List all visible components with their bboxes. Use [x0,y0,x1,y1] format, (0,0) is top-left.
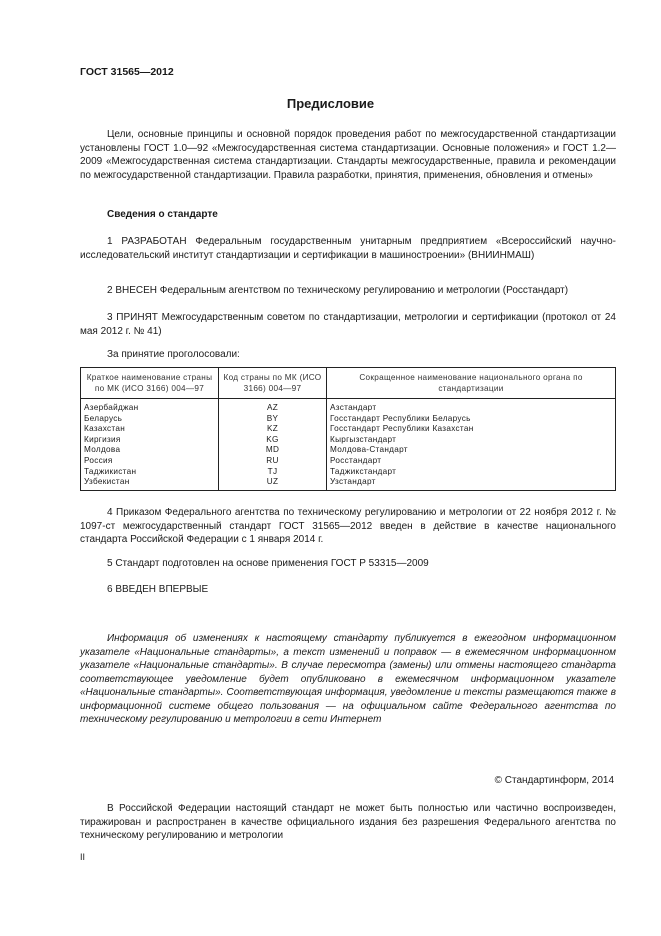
page-title: Предисловие [286,96,375,111]
header-country: Краткое наименование страны по МК (ИСО 3166) 004—97 [81,368,219,399]
country-cell: Таджикистан [81,467,219,478]
table-row [81,414,616,425]
item-3: 3 ПРИНЯТ Межгосударственным советом по стандартизации, метрологии и сертификации (протокол от 24 мая 2012 г. № 41) [80,312,616,337]
item-6: 6 ВВЕДЕН ВПЕРВЫЕ [107,584,209,595]
intro-paragraph: Цели, основные принципы и основной порядок проведения работ по межгосударственной стандартизации установлены ГОСТ 1.0—92 «Межгосударственная система стандартизации. Основные положения» и ГОСТ 1.2—2009 «Межгосударственная система стандартизации. Стандарты межгосударственные, правила и рекомендации по межгосударственной стандартизации. Правила разработки, принятия, применения, обновления и отмены» [80,129,616,181]
table-row [81,435,616,446]
item-1: 1 РАЗРАБОТАН Федеральным государственным унитарным предприятием «Всероссийский научно-исследовательский институт стандартизации и сертификации в машиностроении» (ВНИИНМАШ) [80,236,616,261]
code-cell: KG [219,435,327,446]
table-row [81,399,616,414]
org-cell: Узстандарт [327,477,616,490]
item-2: 2 ВНЕСЕН Федеральным агентством по техническому регулированию и метрологии (Росстандарт) [107,285,569,296]
country-cell: Россия [81,456,219,467]
org-cell: Росстандарт [327,456,616,467]
code-cell: RU [219,456,327,467]
country-cell: Узбекистан [81,477,219,490]
vote-intro: За принятие проголосовали: [107,349,240,360]
table-row [81,445,616,456]
org-cell: Таджикстандарт [327,467,616,478]
code-cell: MD [219,445,327,456]
section-heading: Сведения о стандарте [107,209,218,220]
code-cell: TJ [219,467,327,478]
country-cell: Молдова [81,445,219,456]
table-row [81,424,616,435]
country-cell: Киргизия [81,435,219,446]
vote-table [80,367,616,491]
org-cell: Кыргызстандарт [327,435,616,446]
page-number: II [80,852,86,862]
code-cell: AZ [219,399,327,414]
header-org: Сокращенное наименование национального органа по стандартизации [327,368,616,399]
vote-table-header-row [81,368,616,399]
org-cell: Госстандарт Республики Казахстан [327,424,616,435]
copyright: © Стандартинформ, 2014 [494,775,614,786]
table-row [81,456,616,467]
item-5: 5 Стандарт подготовлен на основе применения ГОСТ Р 53315—2009 [107,558,429,569]
org-cell: Госстандарт Республики Беларусь [327,414,616,425]
code-cell: UZ [219,477,327,490]
info-notice: Информация об изменениях к настоящему стандарту публикуется в ежегодном информационном указателе «Национальные стандарты», а текст изменений и поправок — в ежемесячном информационном указателе «Национальные стандарты». В случае пересмотра (замены) или отмены настоящего стандарта соответствующее уведомление будет опубликовано в ежемесячном информационном указателе «Национальные стандарты». Соответствующая информация, уведомление и тексты размещаются также в информационной системе общего пользования — на официальном сайте Федерального агентства по техническому регулированию и метрологии в сети Интернет [80,633,616,725]
org-cell: Молдова-Стандарт [327,445,616,456]
document-header: ГОСТ 31565—2012 [80,66,174,78]
item-4: 4 Приказом Федерального агентства по техническому регулированию и метрологии от 22 ноября 2012 г. № 1097-ст межгосударственный стандарт ГОСТ 31565—2012 введен в действие в качестве национального стандарта Российской Федерации с 1 января 2014 г. [80,507,616,545]
table-row [81,467,616,478]
country-cell: Казахстан [81,424,219,435]
country-cell: Азербайджан [81,399,219,414]
reproduction-notice: В Российской Федерации настоящий стандарт не может быть полностью или частично воспроизведен, тиражирован и распространен в качестве официального издания без разрешения Федерального агентства по техническому регулированию и метрологии [80,803,616,841]
code-cell: KZ [219,424,327,435]
header-code: Код страны по МК (ИСО 3166) 004—97 [219,368,327,399]
code-cell: BY [219,414,327,425]
table-row [81,477,616,490]
org-cell: Азстандарт [327,399,616,414]
country-cell: Беларусь [81,414,219,425]
